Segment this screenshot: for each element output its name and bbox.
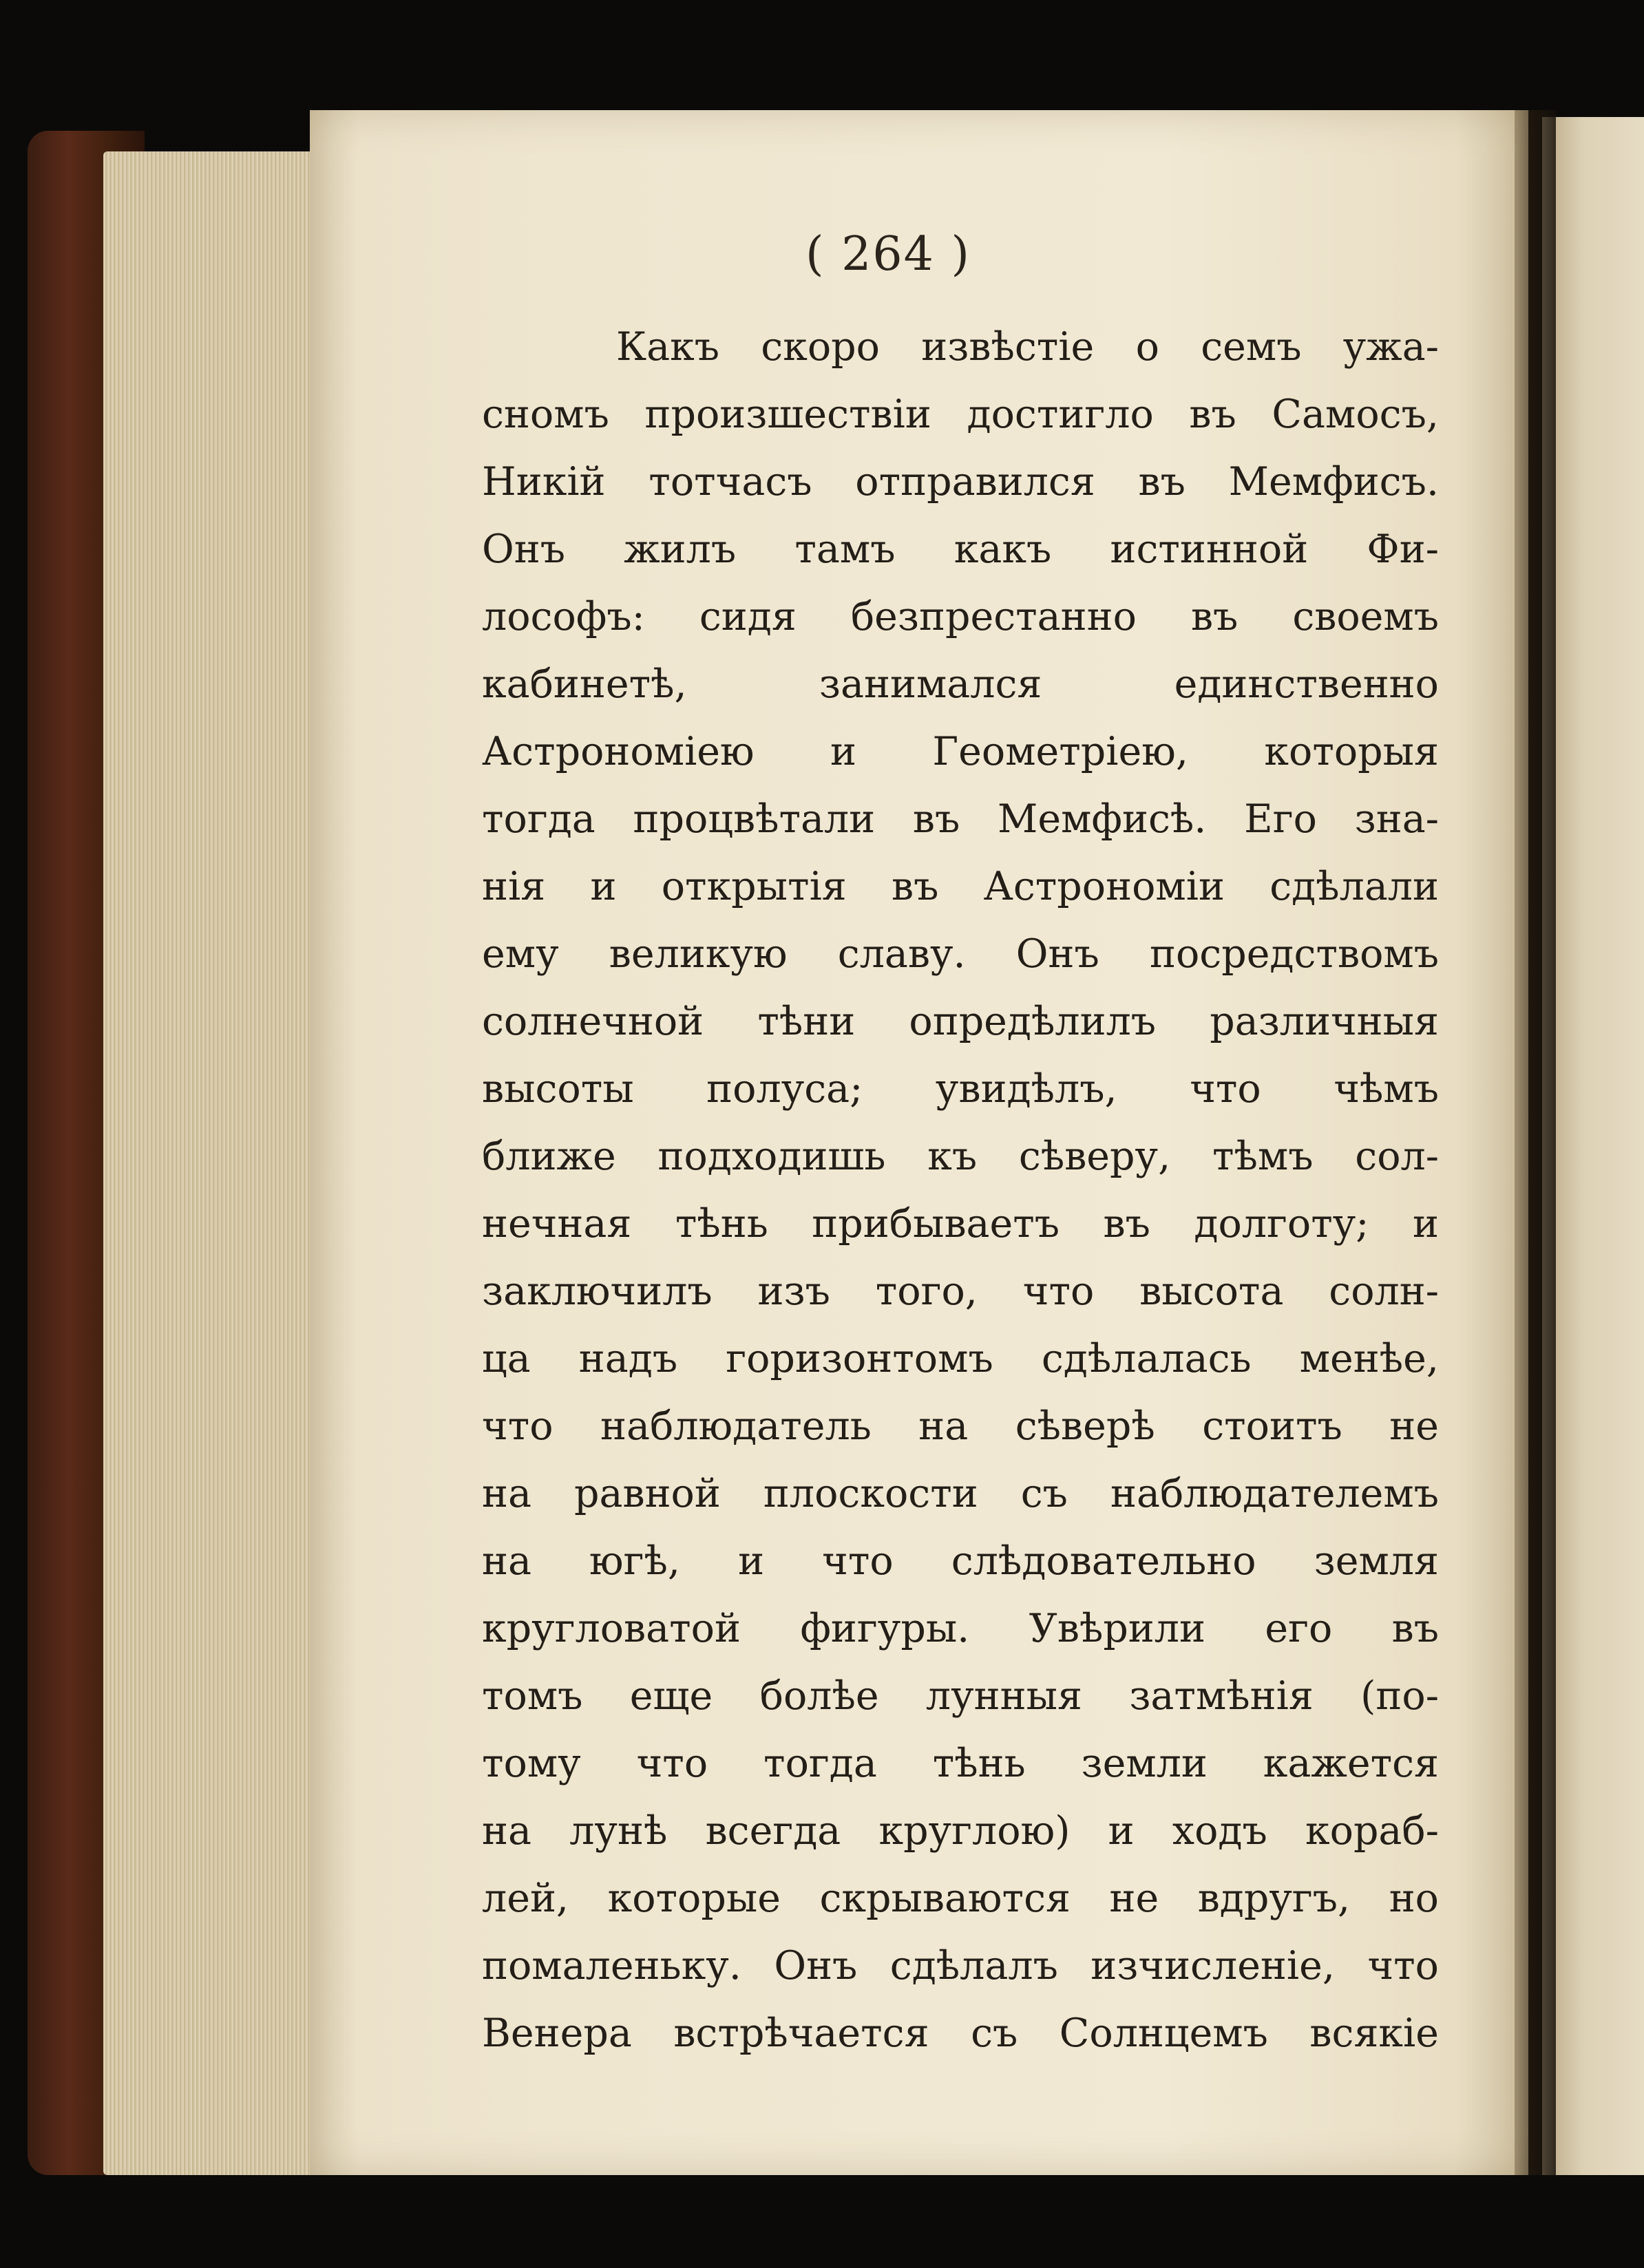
text-line: лей, которые скрываются не вдругъ, но xyxy=(482,1876,1439,1921)
text-line: кругловатой фигуры. Увѣрили его въ xyxy=(482,1606,1439,1651)
text-line: тогда процвѣтали въ Мемфисѣ. Его зна- xyxy=(482,796,1439,842)
page-body-text xyxy=(482,313,1439,2067)
text-line: что наблюдатель на сѣверѣ стоитъ не xyxy=(482,1403,1439,1449)
page-number: ( 264 ) xyxy=(805,227,971,282)
gutter-shadow xyxy=(1515,110,1556,2175)
text-line: ему великую славу. Онъ посредствомъ xyxy=(482,931,1439,977)
text-line: Какъ скоро извѣстіе о семъ ужа- xyxy=(616,324,1439,370)
text-line: солнечной тѣни опредѣлилъ различныя xyxy=(482,999,1439,1044)
text-line: лософъ: сидя безпрестанно въ своемъ xyxy=(482,594,1439,639)
text-line: ца надъ горизонтомъ сдѣлалась менѣе, xyxy=(482,1336,1439,1381)
text-line: сномъ произшествіи достигло въ Самосъ, xyxy=(482,392,1439,437)
text-line: Астрономіею и Геометріею, которыя xyxy=(482,729,1439,774)
text-line: тому что тогда тѣнь земли кажется xyxy=(482,1741,1439,1786)
page-block-edges xyxy=(103,151,324,2175)
text-line: Онъ жилъ тамъ какъ истинной Фи- xyxy=(482,527,1439,572)
text-line: на югѣ, и что слѣдовательно земля xyxy=(482,1538,1439,1584)
text-line: помаленьку. Онъ сдѣлалъ изчисленіе, что xyxy=(482,1943,1439,1989)
text-line: заключилъ изъ того, что высота солн- xyxy=(482,1269,1439,1314)
text-line: томъ еще болѣе лунныя затмѣнія (по- xyxy=(482,1673,1439,1719)
text-line: нечная тѣнь прибываетъ въ долготу; и xyxy=(482,1201,1439,1247)
text-line: ближе подходишь къ сѣверу, тѣмъ сол- xyxy=(482,1134,1439,1179)
text-line: высоты полуса; увидѣлъ, что чѣмъ xyxy=(482,1066,1439,1112)
text-line: на лунѣ всегда круглою) и ходъ кораб- xyxy=(482,1808,1439,1854)
text-line: нія и открытія въ Астрономіи сдѣлали xyxy=(482,864,1439,909)
text-line: на равной плоскости съ наблюдателемъ xyxy=(482,1471,1439,1516)
text-line: кабинетѣ, занимался единственно xyxy=(482,661,1439,707)
facing-page-edge xyxy=(1542,117,1644,2175)
text-line: Никій тотчасъ отправился въ Мемфисъ. xyxy=(482,459,1439,505)
text-line: Венера встрѣчается съ Солнцемъ всякіе xyxy=(482,2011,1439,2056)
